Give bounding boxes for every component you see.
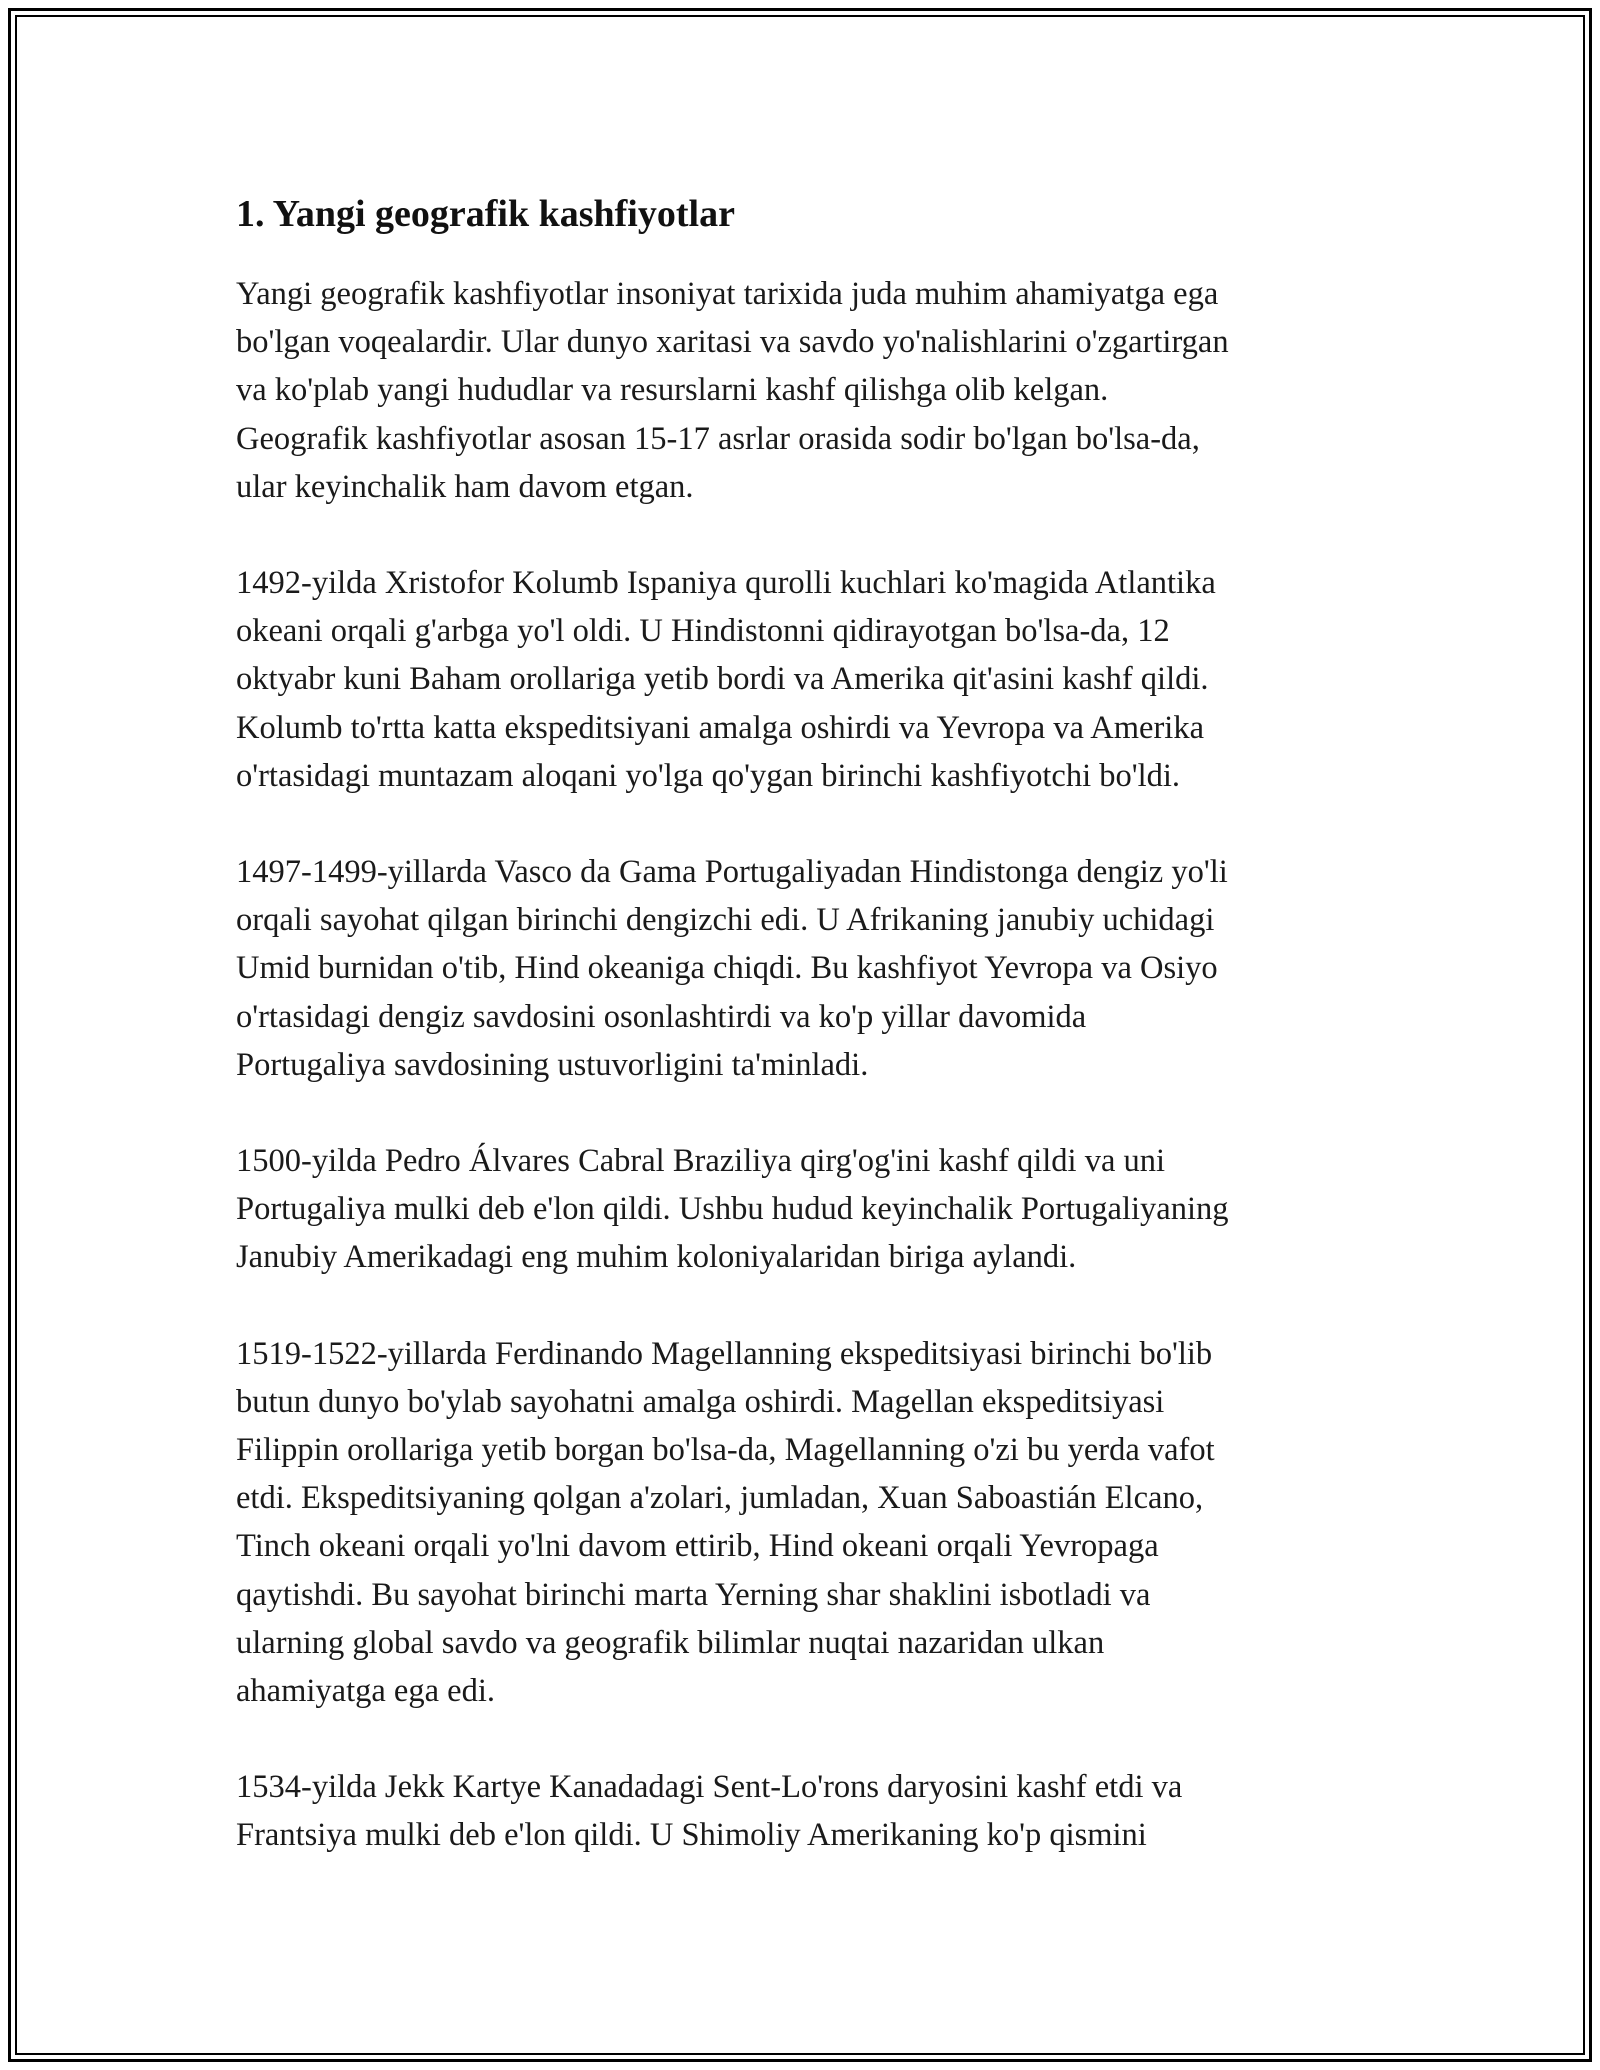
paragraph-list	[236, 270, 1386, 1860]
paragraph-line: Frantsiya mulki deb e'lon qildi. U Shimoliy Amerikaning ko'p qismini	[236, 1817, 1147, 1854]
body-paragraph	[236, 559, 1386, 800]
paragraph-line: Portugaliya mulki deb e'lon qildi. Ushbu hudud keyinchalik Portugaliyaning	[236, 1191, 1229, 1228]
paragraph-line: Tinch okeani orqali yo'lni davom ettirib, Hind okeani orqali Yevropaga	[236, 1528, 1159, 1565]
paragraph-line: ahamiyatga ega edi.	[236, 1673, 495, 1710]
paragraph-line: ularning global savdo va geografik bilimlar nuqtai nazaridan ulkan	[236, 1624, 1105, 1661]
paragraph-line: Portugaliya savdosining ustuvorligini ta'minladi.	[236, 1046, 869, 1083]
paragraph-line: 1519-1522-yillarda Ferdinando Magellanning ekspeditsiyasi birinchi bo'lib	[236, 1335, 1213, 1372]
paragraph-line: Yangi geografik kashfiyotlar insoniyat tarixida juda muhim ahamiyatga ega	[236, 276, 1219, 312]
paragraph-line: Janubiy Amerikadagi eng muhim koloniyalaridan biriga aylandi.	[236, 1239, 1077, 1276]
paragraph-line: 1497-1499-yillarda Vasco da Gama Portugaliyadan Hindistonga dengiz yo'li	[236, 854, 1228, 891]
section-title: 1. Yangi geografik kashfiyotlar	[236, 193, 735, 235]
document-body	[236, 188, 1386, 1908]
paragraph-line: Kolumb to'rtta katta ekspeditsiyani amalga oshirdi va Yevropa va Amerika	[236, 709, 1205, 746]
paragraph-line: o'rtasidagi muntazam aloqani yo'lga qo'ygan birinchi kashfiyotchi bo'ldi.	[236, 757, 1181, 794]
paragraph-line: Umid burnidan o'tib, Hind okeaniga chiqdi. Bu kashfiyot Yevropa va Osiyo	[236, 950, 1218, 987]
body-paragraph	[236, 270, 1386, 511]
paragraph-line: 1500-yilda Pedro Álvares Cabral Braziliya qirg'og'ini kashf qildi va uni	[236, 1143, 1166, 1180]
body-paragraph	[236, 1137, 1386, 1282]
paragraph-line: butun dunyo bo'ylab sayohatni amalga oshirdi. Magellan ekspeditsiyasi	[236, 1383, 1165, 1420]
paragraph-line: Filippin orollariga yetib borgan bo'lsa-da, Magellanning o'zi bu yerda vafot	[236, 1432, 1215, 1469]
paragraph-line: qaytishdi. Bu sayohat birinchi marta Yerning shar shaklini isbotladi va	[236, 1576, 1151, 1613]
paragraph-line: va ko'plab yangi hududlar va resurslarni kashf qilishga olib kelgan.	[236, 372, 1109, 409]
body-paragraph	[236, 848, 1386, 1089]
body-paragraph	[236, 1763, 1386, 1859]
paragraph-line: bo'lgan voqealardir. Ular dunyo xaritasi va savdo yo'nalishlarini o'zgartirgan	[236, 324, 1229, 361]
paragraph-line: 1534-yilda Jekk Kartye Kanadadagi Sent-Lo'rons daryosini kashf etdi va	[236, 1769, 1183, 1806]
paragraph-line: ular keyinchalik ham davom etgan.	[236, 468, 694, 505]
paragraph-line: orqali sayohat qilgan birinchi dengizchi edi. U Afrikaning janubiy uchidagi	[236, 902, 1215, 939]
paragraph-line: 1492-yilda Xristofor Kolumb Ispaniya qurolli kuchlari ko'magida Atlantika	[236, 565, 1216, 602]
paragraph-line: Geografik kashfiyotlar asosan 15-17 asrlar orasida sodir bo'lgan bo'lsa-da,	[236, 420, 1200, 457]
paragraph-line: etdi. Ekspeditsiyaning qolgan a'zolari, jumladan, Xuan Saboastián Elcano,	[236, 1480, 1204, 1517]
paragraph-line: oktyabr kuni Baham orollariga yetib bordi va Amerika qit'asini kashf qildi.	[236, 661, 1209, 698]
paragraph-line: okeani orqali g'arbga yo'l oldi. U Hindistonni qidirayotgan bo'lsa-da, 12	[236, 613, 1170, 650]
body-paragraph	[236, 1330, 1386, 1716]
paragraph-line: o'rtasidagi dengiz savdosini osonlashtirdi va ko'p yillar davomida	[236, 998, 1087, 1035]
